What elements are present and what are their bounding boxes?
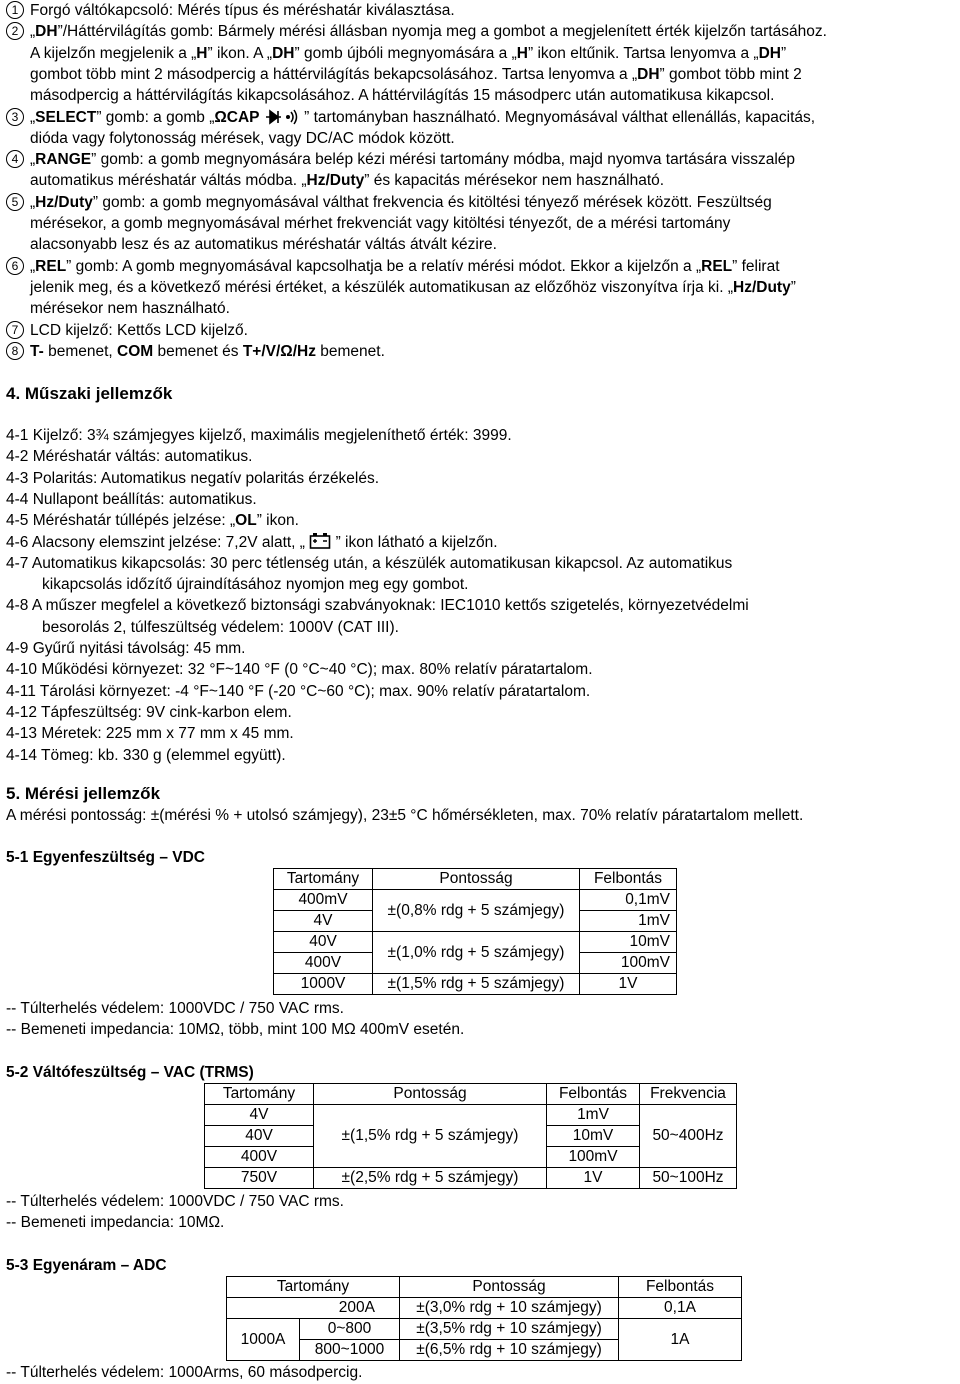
table-cell: 0,1A (619, 1298, 742, 1319)
table-cell: 10mV (580, 932, 677, 953)
spec-line: 4-10 Működési környezet: 32 °F~140 °F (0 °C~40 °C); max. 80% relatív páratartalom. (6, 661, 593, 679)
table-5-1-heading: 5-1 Egyenfeszültség – VDC (6, 849, 205, 866)
spec-line-continued: besorolás 2, túlfeszültség védelem: 1000V (CAT III). (42, 618, 399, 636)
control-item-line: 6 „REL” gomb: A gomb megnyomásával kapcsolhatja be a relatív mérési módot. Ekkor a kijelzőn a „REL” felirat (6, 256, 780, 277)
control-item-line: 2 „DH”/Háttérvilágítás gomb: Bármely mérési állásban nyomja meg a gombot a megjelenített érték kijelzőn tartásához. (6, 21, 827, 42)
table-cell: 0~800 (300, 1319, 400, 1340)
spec-line: 4-13 Méretek: 225 mm x 77 mm x 45 mm. (6, 725, 294, 743)
spec-line: 4-2 Méréshatár váltás: automatikus. (6, 448, 253, 466)
control-item-line: 8 T- bemenet, COM bemenet és T+/V/Ω/Hz bemenet. (6, 341, 385, 362)
table-5-1-note: -- Túlterhelés védelem: 1000VDC / 750 VAC rms. (6, 1000, 344, 1017)
table-cell: ±(1,5% rdg + 5 számjegy) (314, 1105, 547, 1168)
control-item-line: mérésekor, a gomb megnyomásával mérhet frekvenciát vagy kitöltési tényezőt, de a mérési tartomány (30, 215, 731, 232)
header-cell: Tartomány (274, 869, 373, 890)
table-5-3-heading: 5-3 Egyenáram – ADC (6, 1257, 167, 1274)
table-cell: ±(3,5% rdg + 10 számjegy) (400, 1319, 619, 1340)
table-cell: ±(1,0% rdg + 5 számjegy) (373, 932, 580, 974)
table-cell: 1A (619, 1319, 742, 1361)
item-number-badge: 1 (6, 1, 24, 19)
table-cell: 400mV (274, 890, 373, 911)
table-cell: ±(3,0% rdg + 10 számjegy) (400, 1298, 619, 1319)
section-4-title: 4. Műszaki jellemzők (6, 384, 173, 403)
spec-line: 4-4 Nullapont beállítás: automatikus. (6, 490, 257, 508)
spec-line: 4-12 Tápfeszültség: 9V cink-karbon elem. (6, 703, 292, 721)
table-cell: 1V (580, 974, 677, 995)
table-cell: 50~400Hz (640, 1105, 737, 1168)
table-cell: 400V (205, 1147, 314, 1168)
control-item-line: másodpercig a háttérvilágítás kikapcsolásához. A háttérvilágítás 15 másodperc után automatikusa kikapcsol. (30, 87, 775, 105)
header-cell: Tartomány (205, 1084, 314, 1105)
spec-line: 4-14 Tömeg: kb. 330 g (elemmel együtt). (6, 746, 286, 764)
spec-line: 4-7 Automatikus kikapcsolás: 30 perc tétlenség után, a készülék automatikusan kikapcsol. Az automatikus (6, 554, 733, 572)
table-row (274, 932, 677, 953)
table-cell: 4V (274, 911, 373, 932)
table-cell: 200A (227, 1298, 400, 1319)
item-number-badge: 2 (6, 22, 24, 40)
section-5-title: 5. Mérési jellemzők (6, 784, 161, 803)
table-cell: ±(2,5% rdg + 5 számjegy) (314, 1168, 547, 1189)
table-5-1-note: -- Bemeneti impedancia: 10MΩ, több, mint 100 MΩ 400mV esetén. (6, 1021, 465, 1038)
table-row (205, 1084, 737, 1105)
header-cell: Felbontás (619, 1277, 742, 1298)
item-number-badge: 8 (6, 342, 24, 360)
table-row (227, 1298, 742, 1319)
table-cell: 800~1000 (300, 1340, 400, 1361)
table-5-2-heading: 5-2 Váltófeszültség – VAC (TRMS) (6, 1064, 254, 1081)
header-cell: Felbontás (547, 1084, 640, 1105)
header-cell: Felbontás (580, 869, 677, 890)
table-row (205, 1105, 737, 1126)
table-5-3 (226, 1276, 742, 1361)
control-item-line: 5 „Hz/Duty” gomb: a gomb megnyomásával válthat frekvencia és kitöltési tényező mérések között. Feszültség (6, 192, 772, 213)
table-cell: 0,1mV (580, 890, 677, 911)
table-cell: 1mV (580, 911, 677, 932)
control-item-line: 1 Forgó váltókapcsoló: Mérés típus és méréshatár kiválasztása. (6, 0, 455, 21)
table-cell: 40V (274, 932, 373, 953)
table-row (274, 890, 677, 911)
spec-line: 4-5 Méréshatár túllépés jelzése: „OL” ikon. (6, 512, 299, 530)
low-battery-icon (309, 532, 331, 550)
spec-line: 4-8 A műszer megfelel a következő biztonsági szabványoknak: IEC1010 kettős szigetelés, környezetvédelmi (6, 597, 749, 615)
table-5-2-note: -- Bemeneti impedancia: 10MΩ. (6, 1214, 225, 1231)
spec-line: 4-11 Tárolási környezet: -4 °F~140 °F (-20 °C~60 °C); max. 90% relatív páratartalom. (6, 682, 591, 700)
table-cell: 1000A (227, 1319, 300, 1361)
table-5-2-note: -- Túlterhelés védelem: 1000VDC / 750 VAC rms. (6, 1193, 344, 1210)
table-5-2 (204, 1083, 737, 1189)
table-cell: 1V (547, 1168, 640, 1189)
control-item-line: mérésekor nem használható. (30, 300, 230, 318)
section-5-intro: A mérési pontosság: ±(mérési % + utolsó számjegy), 23±5 °C hőmérsékleten, max. 70% relatív páratartalom mellett. (6, 807, 804, 824)
table-cell: 100mV (580, 953, 677, 974)
table-cell: 400V (274, 953, 373, 974)
table-cell: 750V (205, 1168, 314, 1189)
header-cell: Frekvencia (640, 1084, 737, 1105)
table-cell: 4V (205, 1105, 314, 1126)
table-cell: ±(6,5% rdg + 10 számjegy) (400, 1340, 619, 1361)
table-row (227, 1319, 742, 1340)
table-row (205, 1168, 737, 1189)
item-number-badge: 6 (6, 257, 24, 275)
header-cell: Pontosság (400, 1277, 619, 1298)
table-cell: 100mV (547, 1147, 640, 1168)
control-item-line: 7 LCD kijelző: Kettős LCD kijelző. (6, 320, 248, 341)
table-cell: ±(0,8% rdg + 5 számjegy) (373, 890, 580, 932)
control-item-line: dióda vagy folytonosság mérések, vagy DC/AC módok között. (30, 129, 455, 147)
spec-line: 4-6 Alacsony elemszint jelzése: 7,2V alatt, „ ” ikon látható a kijelzőn. (6, 533, 498, 551)
header-cell: Pontosság (314, 1084, 547, 1105)
control-item-line: 4 „RANGE” gomb: a gomb megnyomására belép kézi mérési tartomány módba, majd nyomva tartására visszalép (6, 149, 795, 170)
header-cell: Tartomány (227, 1277, 400, 1298)
table-5-3-note: -- Túlterhelés védelem: 1000Arms, 60 másodpercig. (6, 1364, 363, 1381)
header-cell: Pontosság (373, 869, 580, 890)
table-5-1 (273, 868, 677, 995)
item-number-badge: 3 (6, 108, 24, 126)
table-row (274, 869, 677, 890)
item-number-badge: 5 (6, 193, 24, 211)
table-cell: 1000V (274, 974, 373, 995)
item-number-badge: 7 (6, 321, 24, 339)
table-cell: ±(1,5% rdg + 5 számjegy) (373, 974, 580, 995)
spec-line: 4-1 Kijelző: 3¾ számjegyes kijelző, maximális megjeleníthető érték: 3999. (6, 427, 512, 444)
control-item-line: 3 „SELECT” gomb: a gomb „ΩCAP ” tartományban használható. Megnyomásával válthat ellenállás, kapacitás, (6, 107, 815, 128)
table-row (227, 1277, 742, 1298)
table-cell: 50~100Hz (640, 1168, 737, 1189)
control-item-line: jelenik meg, és a következő mérési értéket, a készülék automatikusan az előzőhöz viszonyítva írja ki. „Hz/Duty” (30, 278, 796, 296)
control-item-line: gombot több mint 2 másodpercig a háttérvilágítás bekapcsolásához. Tartsa lenyomva a „DH” gombot több mint 2 (30, 65, 802, 83)
table-cell: 40V (205, 1126, 314, 1147)
control-item-line: A kijelzőn megjelenik a „H” ikon. A „DH” gomb újbóli megnyomására a „H” ikon eltűnik. Tartsa lenyomva a „DH” (30, 44, 787, 62)
spec-line: 4-3 Polaritás: Automatikus negatív polaritás érzékelés. (6, 469, 380, 487)
control-item-line: automatikus méréshatár váltás módba. „Hz/Duty” és kapacitás mérésekor nem használható. (30, 172, 665, 190)
diode-continuity-icon (264, 109, 300, 125)
table-row (274, 974, 677, 995)
spec-line: 4-9 Gyűrű nyitási távolság: 45 mm. (6, 640, 246, 657)
table-cell: 1mV (547, 1105, 640, 1126)
control-item-line: alacsonyabb lesz és az automatikus méréshatár váltás átvált kézire. (30, 236, 497, 254)
item-number-badge: 4 (6, 150, 24, 168)
spec-line-continued: kikapcsolás időzítő újraindításához nyomjon meg egy gombot. (42, 576, 469, 594)
table-cell: 10mV (547, 1126, 640, 1147)
